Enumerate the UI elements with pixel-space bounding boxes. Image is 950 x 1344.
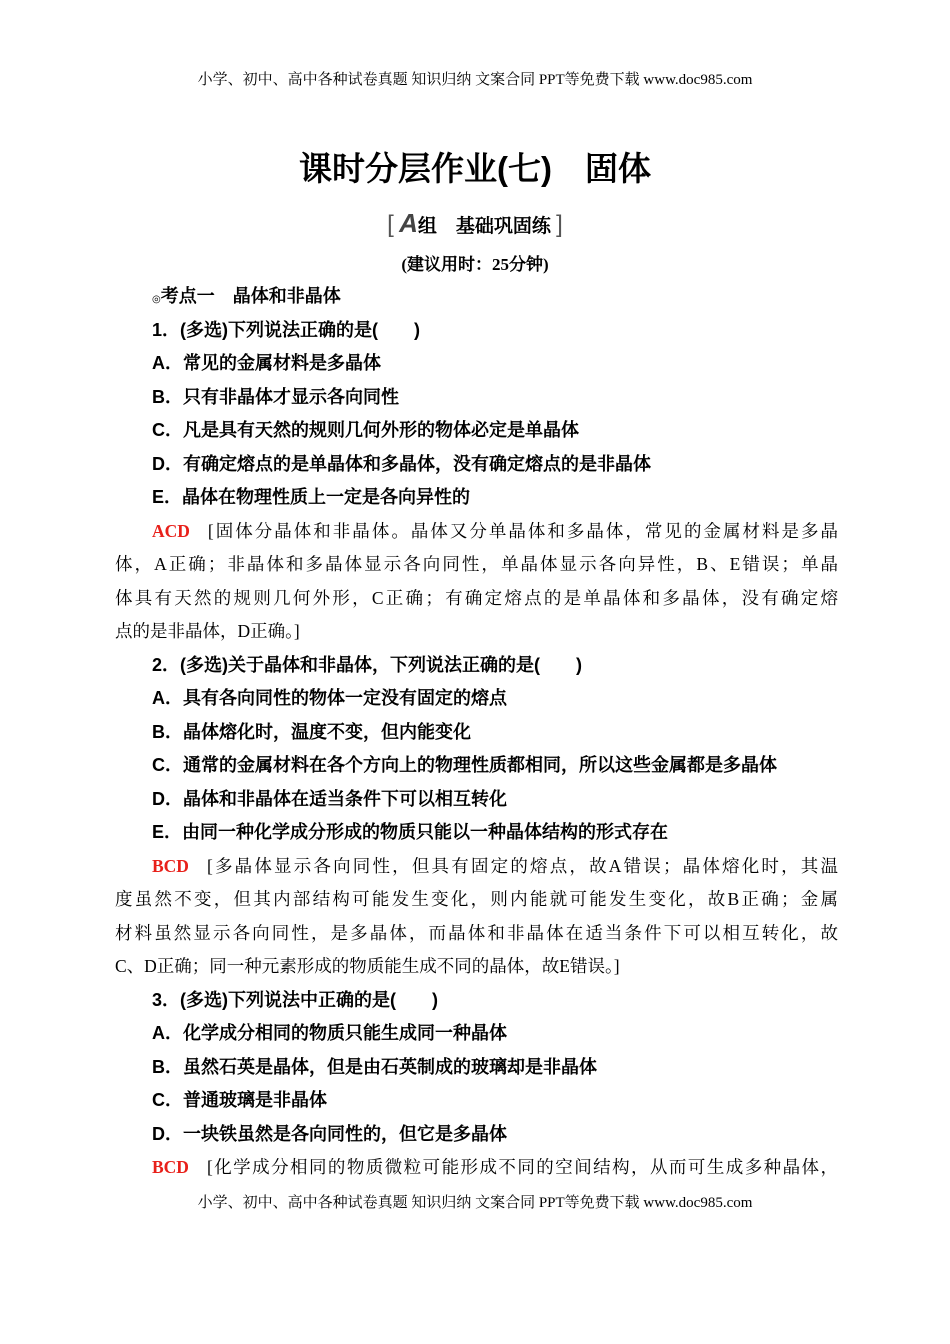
bracket-left: [: [387, 211, 394, 238]
section-heading: [115, 280, 838, 314]
explanation-text: [化学成分相同的物质微粒可能形成不同的空间结构，从而可生成多种晶体，: [206, 1157, 838, 1177]
question-option: A．化学成分相同的物质只能生成同一种晶体: [152, 1023, 507, 1043]
question-stem: 1．(多选)下列说法正确的是( ): [152, 319, 420, 340]
explanation-line: [115, 1151, 838, 1185]
question-option: E．晶体在物理性质上一定是各向异性的: [152, 487, 471, 507]
question-option: B．虽然石英是晶体，但是由石英制成的玻璃却是非晶体: [152, 1056, 597, 1077]
bracket-right: ]: [556, 211, 563, 238]
time-hint: (建议用时：25分钟): [401, 255, 549, 274]
explanation-line: [115, 950, 838, 984]
question-option: C．普通玻璃是非晶体: [152, 1090, 327, 1110]
question-option: C．凡是具有天然的规则几何外形的物体必定是单晶体: [152, 420, 579, 440]
explanation-text: 点的是非晶体，D正确。]: [115, 621, 300, 641]
question-stem: 2．(多选)关于晶体和非晶体，下列说法正确的是( ): [152, 654, 582, 675]
explanation-text: 体，A正确；非晶体和多晶体显示各向同性，单晶体显示各向异性，B、E错误；单晶: [115, 554, 838, 574]
explanation-text: 体具有天然的规则几何外形，C正确；有确定熔点的是单晶体和多晶体，没有确定熔: [115, 587, 838, 608]
document-body: [115, 280, 838, 1185]
question-option: B．只有非晶体才显示各向同性: [152, 386, 399, 407]
footer-banner: 小学、初中、高中各种试卷真题 知识归纳 文案合同 PPT等免费下载 www.doc985.com: [197, 1195, 753, 1211]
explanation-text: 材料虽然显示各向同性，是多晶体，而晶体和非晶体在适当条件下可以相互转化，故: [115, 922, 838, 943]
explanation-text: C、D正确；同一种元素形成的物质能生成不同的晶体，故E错误。]: [115, 956, 620, 976]
header-banner: 小学、初中、高中各种试卷真题 知识归纳 文案合同 PPT等免费下载 www.doc985.com: [197, 72, 753, 88]
explanation-text: [固体分晶体和非晶体。晶体又分单晶体和多晶体，常见的金属材料是多晶: [207, 520, 838, 541]
answer-key: BCD: [152, 1157, 189, 1177]
explanation-line: [115, 515, 838, 549]
answer-key: ACD: [152, 520, 190, 541]
explanation-line: [115, 615, 838, 649]
group-label: 组 基础巩固练: [417, 216, 551, 237]
explanation-text: [多晶体显示各向同性，但具有固定的熔点，故A错误；晶体熔化时，其温: [206, 855, 838, 876]
question-option: E．由同一种化学成分形成的物质只能以一种晶体结构的形式存在: [152, 822, 669, 842]
page-title: 课时分层作业(七) 固体: [299, 150, 651, 187]
explanation-text: 度虽然不变，但其内部结构可能发生变化，则内能就可能发生变化，故B正确；金属: [115, 889, 838, 909]
explanation-line: [115, 883, 838, 917]
question-option: C．通常的金属材料在各个方向上的物理性质都相同，所以这些金属都是多晶体: [152, 755, 777, 775]
section-label: 考点一 晶体和非晶体: [160, 286, 341, 306]
question-stem: 3．(多选)下列说法中正确的是( ): [152, 989, 438, 1010]
explanation-line: [115, 917, 838, 951]
explanation-line: [115, 582, 838, 616]
answer-key: BCD: [152, 855, 189, 876]
question-option: B．晶体熔化时，温度不变，但内能变化: [152, 721, 471, 742]
section-marker-icon: ◎: [152, 294, 161, 305]
question-option: D．有确定熔点的是单晶体和多晶体，没有确定熔点的是非晶体: [152, 453, 651, 474]
question-option: D．晶体和非晶体在适当条件下可以相互转化: [152, 788, 507, 809]
explanation-line: [115, 548, 838, 582]
question-option: D．一块铁虽然是各向同性的，但它是多晶体: [152, 1123, 507, 1144]
group-heading: [0, 208, 950, 239]
question-option: A．常见的金属材料是多晶体: [152, 353, 381, 373]
question-option: A．具有各向同性的物体一定没有固定的熔点: [152, 688, 507, 708]
explanation-line: [115, 850, 838, 884]
group-letter: A: [399, 208, 418, 238]
